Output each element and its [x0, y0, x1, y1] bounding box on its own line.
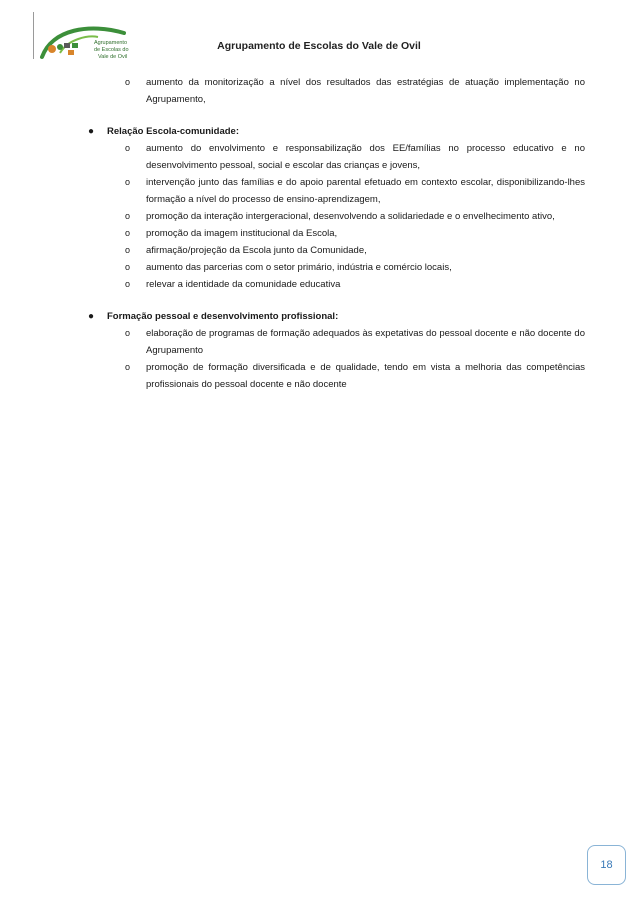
svg-text:de Escolas do: de Escolas do — [94, 47, 129, 53]
section-title: Relação Escola-comunidade: — [107, 126, 239, 137]
section-heading — [0, 308, 638, 325]
list-item-text: relevar a identidade da comunidade educativa — [146, 279, 341, 290]
circle-bullet-icon: o — [125, 362, 131, 372]
page-number-badge: 18 — [587, 845, 626, 885]
list-item-text: aumento das parcerias com o setor primário, indústria e comércio locais, — [146, 262, 452, 273]
list-item-text: elaboração de programas de formação adequados às expetativas do pessoal docente e não docente do Agrupamento — [146, 328, 585, 356]
list-item — [0, 242, 638, 259]
list-item — [0, 74, 638, 108]
list-item — [0, 276, 638, 293]
circle-bullet-icon: o — [125, 77, 131, 87]
list-item-text: afirmação/projeção da Escola junto da Comunidade, — [146, 245, 367, 256]
circle-bullet-icon: o — [125, 328, 131, 338]
document-body — [0, 74, 638, 393]
svg-text:Vale de Ovil: Vale de Ovil — [98, 54, 128, 60]
circle-bullet-icon: o — [125, 143, 131, 153]
circle-bullet-icon: o — [125, 177, 131, 187]
list-item — [0, 174, 638, 208]
list-item-text: intervenção junto das famílias e do apoio parental efetuado em contexto escolar, disponibilizando-lhes formação a nível do processo de ensino-aprendizagem, — [146, 177, 585, 205]
document-header-title: Agrupamento de Escolas do Vale de Ovil — [217, 40, 421, 52]
list-item — [0, 359, 638, 393]
circle-bullet-icon: o — [125, 279, 131, 289]
svg-text:Agrupamento: Agrupamento — [94, 40, 128, 46]
list-item-text: promoção de formação diversificada e de qualidade, tendo em vista a melhoria das competências profissionais do pessoal docente e não docente — [146, 362, 585, 390]
list-item-text: promoção da interação intergeracional, desenvolvendo a solidariedade e o envelhecimento ativo, — [146, 211, 555, 222]
circle-bullet-icon: o — [125, 262, 131, 272]
list-item-text: aumento da monitorização a nível dos resultados das estratégias de atuação implementação no Agrupamento, — [146, 77, 585, 105]
section-formacao-pessoal — [0, 308, 638, 393]
circle-bullet-icon: o — [125, 228, 131, 238]
list-item-text: aumento do envolvimento e responsabilização dos EE/famílias no processo educativo e no desenvolvimento pessoal, social e escolar das crianças e jovens, — [146, 143, 585, 171]
circle-bullet-icon: o — [125, 245, 131, 255]
list-item — [0, 140, 638, 174]
section-heading — [0, 123, 638, 140]
list-item — [0, 259, 638, 276]
circle-bullet-icon: o — [125, 211, 131, 221]
list-item — [0, 208, 638, 225]
bullet-icon: ● — [88, 126, 95, 137]
list-item-text: promoção da imagem institucional da Escola, — [146, 228, 338, 239]
section-title: Formação pessoal e desenvolvimento profissional: — [107, 311, 339, 322]
list-item — [0, 325, 638, 359]
section-relacao-escola-comunidade — [0, 123, 638, 293]
list-item — [0, 225, 638, 242]
bullet-icon: ● — [88, 311, 95, 322]
